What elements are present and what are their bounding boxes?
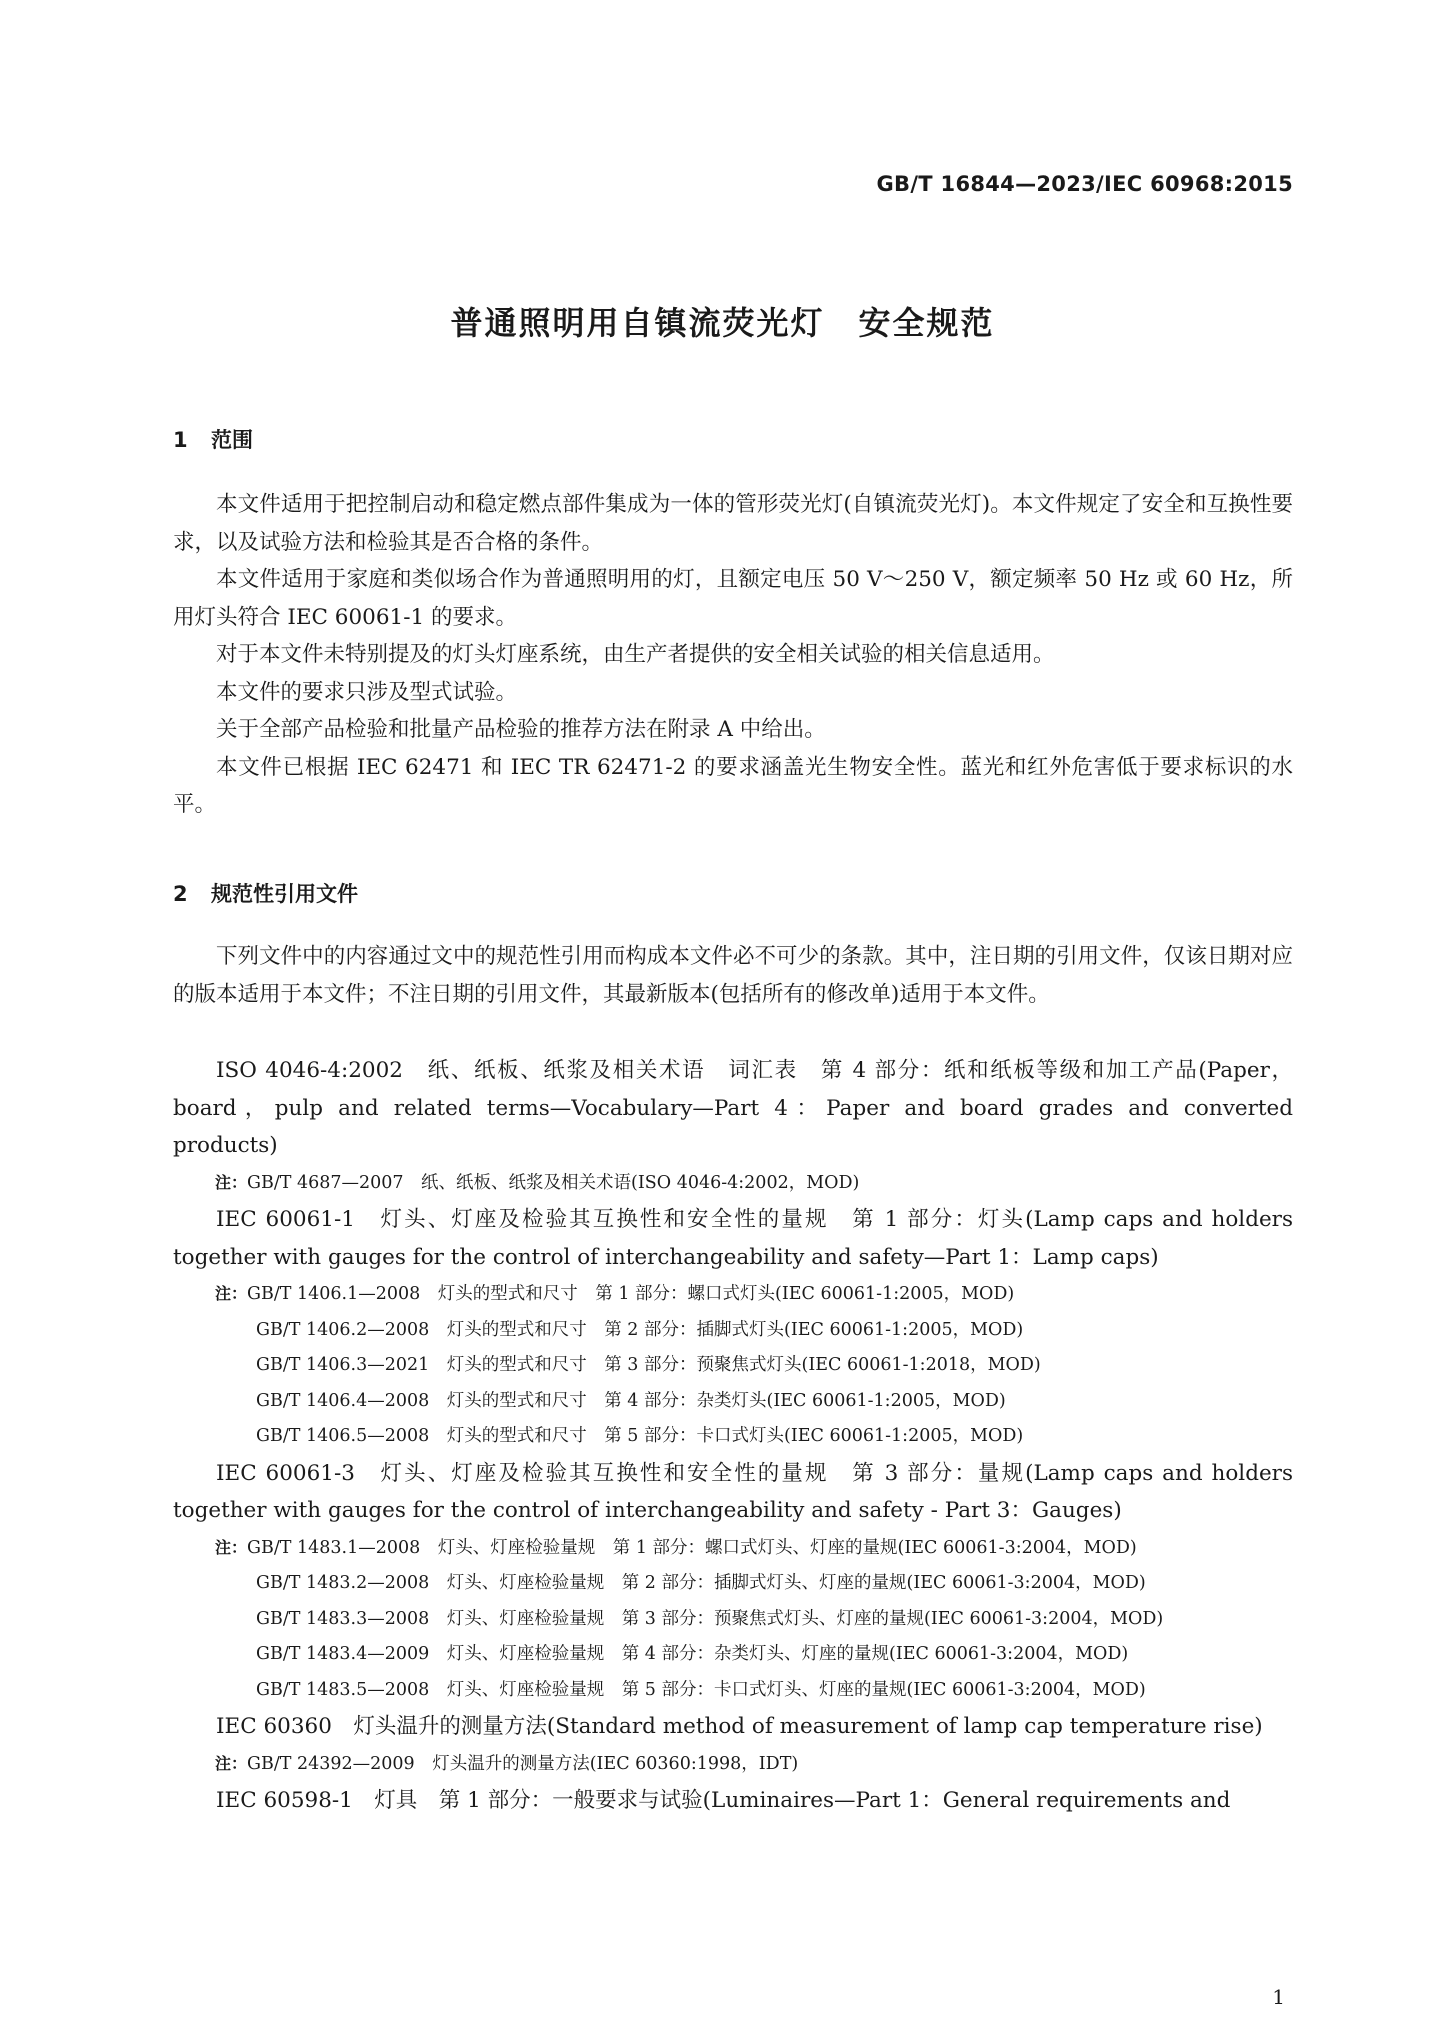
reference-note <box>173 1165 1293 1202</box>
section-1-heading <box>173 424 253 454</box>
reference-entry: IEC 60598-1 灯具 第 1 部分：一般要求与试验(Luminaires—Part 1：General requirements and <box>216 1788 1231 1813</box>
reference-note <box>173 1276 1293 1313</box>
reference-note: GB/T 1483.3—2008 灯头、灯座检验量规 第 3 部分：预聚焦式灯头、灯座的量规(IEC 60061-3:2004，MOD) <box>256 1608 1164 1629</box>
standard-number: GB/T 16844—2023/IEC 60968:2015 <box>876 172 1293 196</box>
reference-entry: IEC 60061-3 灯头、灯座及检验其互换性和安全性的量规 第 3 部分：量规(Lamp caps and holders together with gauges for the control of interchangeability and safety - Part 3：Gauges) <box>173 1460 1293 1523</box>
reference-note <box>173 1746 1293 1783</box>
normative-intro <box>173 938 1293 1013</box>
reference-note: GB/T 1406.2—2008 灯头的型式和尺寸 第 2 部分：插脚式灯头(IEC 60061-1:2005，MOD) <box>256 1319 1024 1340</box>
scope-paragraph: 本文件已根据 IEC 62471 和 IEC TR 62471-2 的要求涵盖光生物安全性。蓝光和红外危害低于要求标识的水平。 <box>173 754 1293 817</box>
section-2-heading <box>173 878 358 908</box>
note-label: 注： <box>215 1172 248 1192</box>
note-text: GB/T 24392—2009 灯头温升的测量方法(IEC 60360:1998，IDT) <box>247 1753 799 1774</box>
section-2-number: 2 <box>173 882 188 906</box>
reference-note: GB/T 1406.4—2008 灯头的型式和尺寸 第 4 部分：杂类灯头(IEC 60061-1:2005，MOD) <box>256 1390 1006 1411</box>
note-text: GB/T 1406.1—2008 灯头的型式和尺寸 第 1 部分：螺口式灯头(IEC 60061-1:2005，MOD) <box>247 1284 1015 1304</box>
reference-note: GB/T 1483.5—2008 灯头、灯座检验量规 第 5 部分：卡口式灯头、灯座的量规(IEC 60061-3:2004，MOD) <box>256 1679 1146 1700</box>
scope-paragraph: 对于本文件未特别提及的灯头灯座系统，由生产者提供的安全相关试验的相关信息适用。 <box>216 642 1055 667</box>
reference-entry: ISO 4046-4:2002 纸、纸板、纸浆及相关术语 词汇表 第 4 部分：纸和纸板等级和加工产品(Paper，board，pulp and related terms—Vocabulary—Part 4：Paper and board grades and converted products) <box>173 1058 1293 1158</box>
reference-note: GB/T 1406.5—2008 灯头的型式和尺寸 第 5 部分：卡口式灯头(IEC 60061-1:2005，MOD) <box>256 1426 1024 1446</box>
note-label: 注： <box>215 1284 248 1303</box>
normative-intro-paragraph: 下列文件中的内容通过文中的规范性引用而构成本文件必不可少的条款。其中，注日期的引用文件，仅该日期对应的版本适用于本文件；不注日期的引用文件，其最新版本(包括所有的修改单)适用于本文件。 <box>173 944 1293 1007</box>
reference-note: GB/T 1483.4—2009 灯头、灯座检验量规 第 4 部分：杂类灯头、灯座的量规(IEC 60061-3:2004，MOD) <box>256 1644 1129 1664</box>
scope-paragraph: 本文件的要求只涉及型式试验。 <box>216 679 518 705</box>
scope-body <box>173 486 1293 824</box>
scope-paragraph: 本文件适用于家庭和类似场合作为普通照明用的灯，且额定电压 50 V～250 V，额定频率 50 Hz 或 60 Hz，所用灯头符合 IEC 60061-1 的要求。 <box>173 567 1293 630</box>
scope-paragraph: 关于全部产品检验和批量产品检验的推荐方法在附录 A 中给出。 <box>216 717 826 742</box>
reference-list <box>173 1052 1293 1820</box>
note-text: GB/T 1483.1—2008 灯头、灯座检验量规 第 1 部分：螺口式灯头、灯座的量规(IEC 60061-3:2004，MOD) <box>247 1537 1137 1558</box>
reference-entry: IEC 60061-1 灯头、灯座及检验其互换性和安全性的量规 第 1 部分：灯头(Lamp caps and holders together with gauges for the control of interchangeability and safety—Part 1：Lamp caps) <box>173 1207 1293 1270</box>
note-label: 注： <box>215 1753 248 1773</box>
document-title: 普通照明用自镇流荧光灯 安全规范 <box>450 304 995 342</box>
note-label: 注： <box>215 1537 248 1557</box>
note-text: GB/T 4687—2007 纸、纸板、纸浆及相关术语(ISO 4046-4:2002，MOD) <box>247 1172 860 1193</box>
section-2-title: 规范性引用文件 <box>211 882 358 906</box>
page-number: 1 <box>1272 1985 1285 2009</box>
scope-paragraph: 本文件适用于把控制启动和稳定燃点部件集成为一体的管形荧光灯(自镇流荧光灯)。本文件规定了安全和互换性要求，以及试验方法和检验其是否合格的条件。 <box>173 492 1293 555</box>
section-1-number: 1 <box>173 428 188 452</box>
reference-entry: IEC 60360 灯头温升的测量方法(Standard method of measurement of lamp cap temperature rise) <box>216 1714 1263 1739</box>
reference-note: GB/T 1483.2—2008 灯头、灯座检验量规 第 2 部分：插脚式灯头、灯座的量规(IEC 60061-3:2004，MOD) <box>256 1573 1146 1593</box>
reference-note: GB/T 1406.3—2021 灯头的型式和尺寸 第 3 部分：预聚焦式灯头(IEC 60061-1:2018，MOD) <box>256 1355 1041 1375</box>
section-1-title: 范围 <box>211 428 253 452</box>
reference-note <box>173 1530 1293 1567</box>
